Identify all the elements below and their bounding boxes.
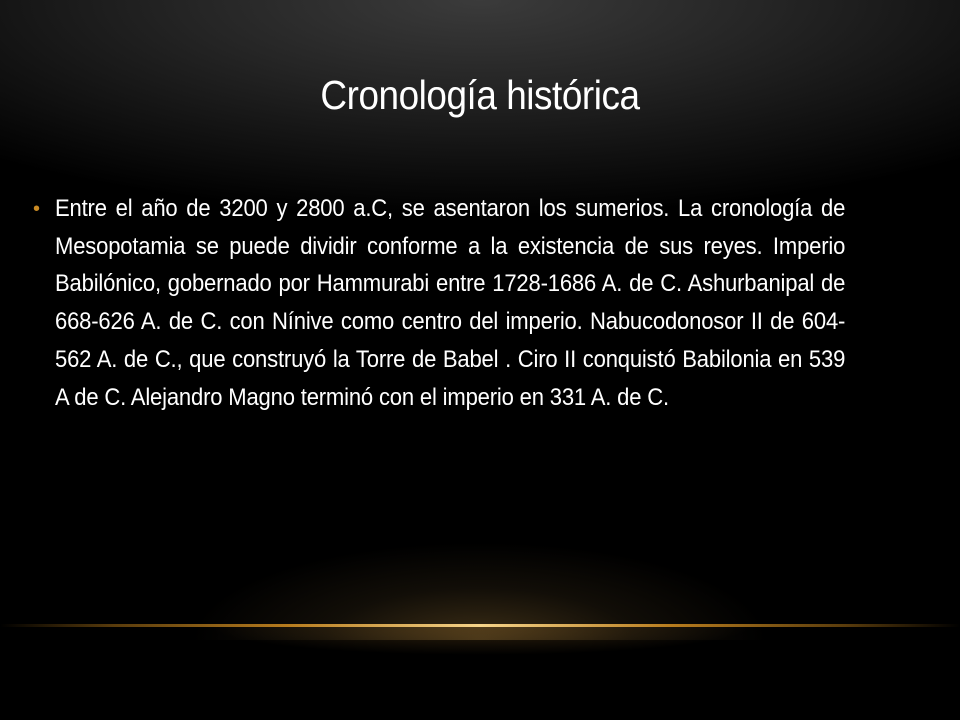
bullet-item — [33, 190, 933, 416]
slide-title: Cronología histórica — [320, 72, 640, 118]
slide-body — [33, 190, 933, 416]
floor-glow — [0, 440, 960, 640]
floor-reflection — [0, 627, 960, 667]
bullet-marker: • — [33, 198, 41, 220]
bullet-text: Entre el año de 3200 y 2800 a.C, se asentaron los sumerios. La cronología de Mesopotamia se puede dividir conforme a la existencia de sus reyes. Imperio Babilónico, gobernado por Hammurabi entre 1728-1686 A. de C. Ashurbanipal de 668-626 A. de C. con Nínive como centro del imperio. Nabucodonosor II de 604-562 A. de C., que construyó la Torre de Babel . Ciro II conquistó Babilonia en 539 A de C. Alejandro Magno terminó con el imperio en 331 A. de C. — [55, 195, 846, 411]
